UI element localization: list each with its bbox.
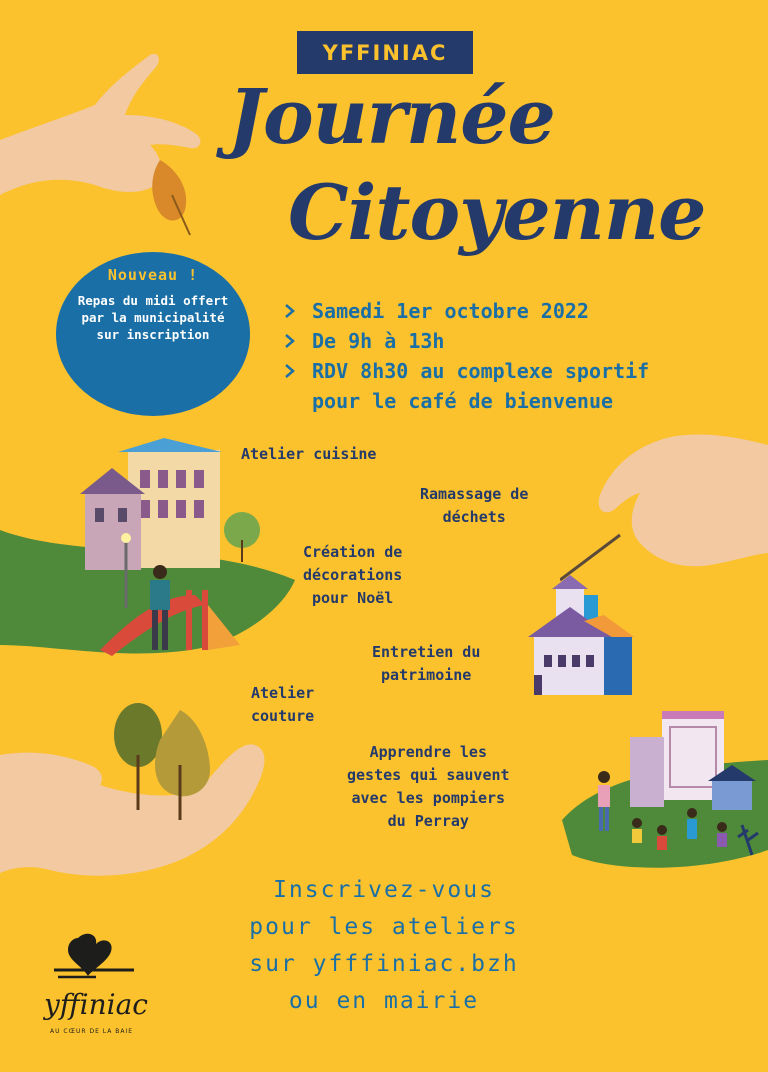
info-time-line	[282, 326, 649, 356]
activity-noel-line3: pour Noël	[312, 589, 394, 607]
chevron-right-icon	[282, 363, 298, 379]
info-meeting: RDV 8h30 au complexe sportif	[312, 359, 650, 383]
activity-noel	[303, 541, 402, 610]
activity-dechets-line2: déchets	[442, 508, 506, 526]
activity-dechets	[420, 483, 528, 529]
activity-couture-line2: couture	[251, 707, 315, 725]
activity-patrimoine-line2: patrimoine	[381, 666, 472, 684]
activity-pompiers-line2: gestes qui sauvent	[347, 766, 510, 784]
registration-call-to-action	[184, 872, 584, 1020]
event-info	[282, 296, 649, 416]
activity-couture-line1: Atelier	[251, 684, 315, 702]
activity-pompiers-line1: Apprendre les	[369, 743, 487, 761]
title-line-1: Journée	[228, 72, 555, 161]
activity-cuisine-label: Atelier cuisine	[241, 445, 377, 463]
hand-with-leaf-illustration	[0, 45, 220, 245]
info-date: Samedi 1er octobre 2022	[312, 299, 589, 323]
school-playground-illustration	[0, 430, 300, 670]
logo-tagline: AU CŒUR DE LA BAIE	[50, 1028, 134, 1035]
yffiniac-logo-icon	[38, 930, 158, 1040]
activity-dechets-line1: Ramassage de	[420, 485, 529, 503]
activity-patrimoine	[372, 641, 480, 687]
new-badge	[56, 252, 250, 416]
activity-noel-line1: Création de	[303, 543, 403, 561]
activity-patrimoine-line1: Entretien du	[372, 643, 481, 661]
cta-line-4: ou en mairie	[288, 988, 480, 1014]
cta-line-2: pour les ateliers	[249, 914, 519, 940]
activity-pompiers	[347, 741, 510, 833]
church-illustration	[528, 575, 638, 700]
activity-pompiers-line4: du Perray	[387, 812, 469, 830]
chevron-right-icon	[282, 333, 298, 349]
info-date-line	[282, 296, 649, 326]
activity-pompiers-line3: avec les pompiers	[351, 789, 506, 807]
info-meeting-line	[282, 356, 649, 386]
logo-name: yffiniac	[44, 988, 148, 1021]
activity-couture	[251, 682, 314, 728]
info-time: De 9h à 13h	[312, 329, 445, 353]
town-tag: YFFINIAC	[297, 31, 473, 74]
cta-line-3[interactable]: sur yfffiniac.bzh	[249, 951, 519, 977]
chevron-right-icon	[282, 303, 298, 319]
hand-with-needle-illustration	[560, 425, 768, 590]
badge-title: Nouveau !	[107, 266, 199, 284]
activity-noel-line2: décorations	[303, 566, 403, 584]
community-scene-illustration	[562, 705, 768, 875]
info-meeting-continued: pour le café de bienvenue	[312, 389, 614, 413]
cta-line-1: Inscrivez-vous	[273, 877, 495, 903]
activity-cuisine	[241, 443, 376, 466]
badge-text: Repas du midi offert par la municipalité sur inscription	[77, 293, 229, 342]
title-line-2: Citoyenne	[288, 168, 706, 257]
